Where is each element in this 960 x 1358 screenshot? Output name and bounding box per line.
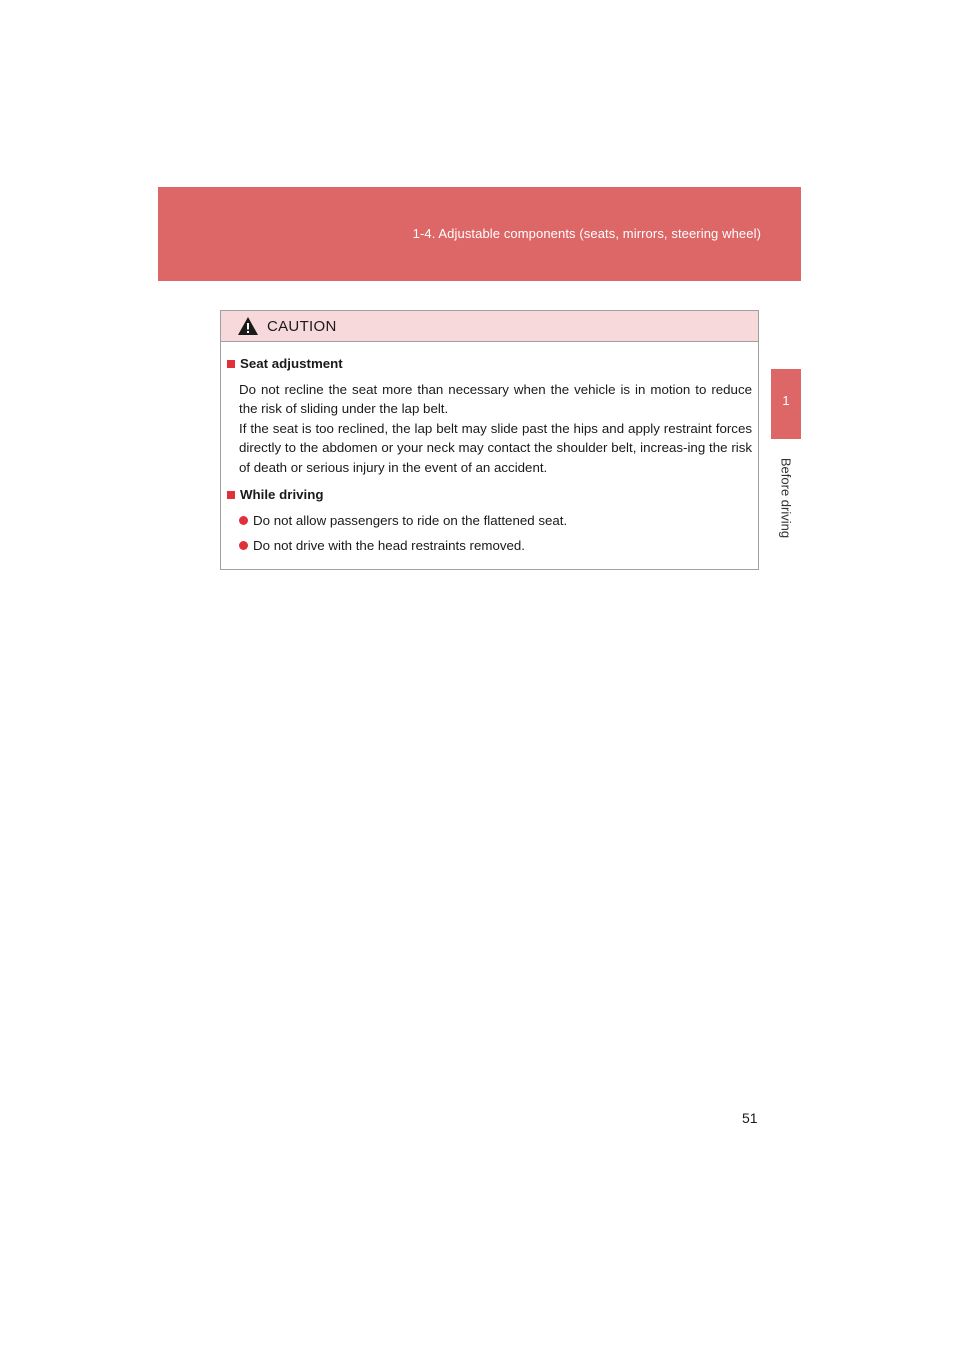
paragraph: If the seat is too reclined, the lap belt may slide past the hips and apply restraint forces directly to the abdomen or your neck may contact the shoulder belt, increas-ing the risk of death or serious injury in the event of an accident.	[239, 420, 752, 475]
section-heading-while-driving	[227, 485, 752, 505]
section-heading-text: Seat adjustment	[240, 356, 343, 371]
caution-title: CAUTION	[267, 317, 337, 335]
chapter-tab	[771, 369, 801, 439]
round-bullet-icon	[239, 541, 248, 550]
caution-body	[221, 342, 758, 556]
section-heading-seat-adjustment	[227, 354, 752, 374]
page-number: 51	[742, 1110, 758, 1126]
section-title: 1-4. Adjustable components (seats, mirrors, steering wheel)	[412, 226, 761, 241]
caution-box	[220, 310, 759, 570]
round-bullet-icon	[239, 516, 248, 525]
seat-adjustment-text	[227, 380, 752, 478]
caution-header	[221, 311, 758, 342]
chapter-label	[771, 448, 801, 548]
list-item	[239, 536, 752, 556]
warning-triangle-icon	[237, 316, 259, 336]
square-bullet-icon	[227, 360, 235, 368]
list-item	[239, 511, 752, 531]
chapter-number: 1	[782, 393, 790, 408]
list-item-text: Do not drive with the head restraints removed.	[253, 538, 525, 553]
square-bullet-icon	[227, 491, 235, 499]
chapter-header-band	[158, 187, 801, 281]
chapter-label-text: Before driving	[778, 457, 794, 539]
list-item-text: Do not allow passengers to ride on the flattened seat.	[253, 512, 568, 528]
section-heading-text: While driving	[240, 487, 324, 502]
paragraph: Do not recline the seat more than necessary when the vehicle is in motion to reduce the risk of sliding under the lap belt.	[239, 381, 752, 416]
